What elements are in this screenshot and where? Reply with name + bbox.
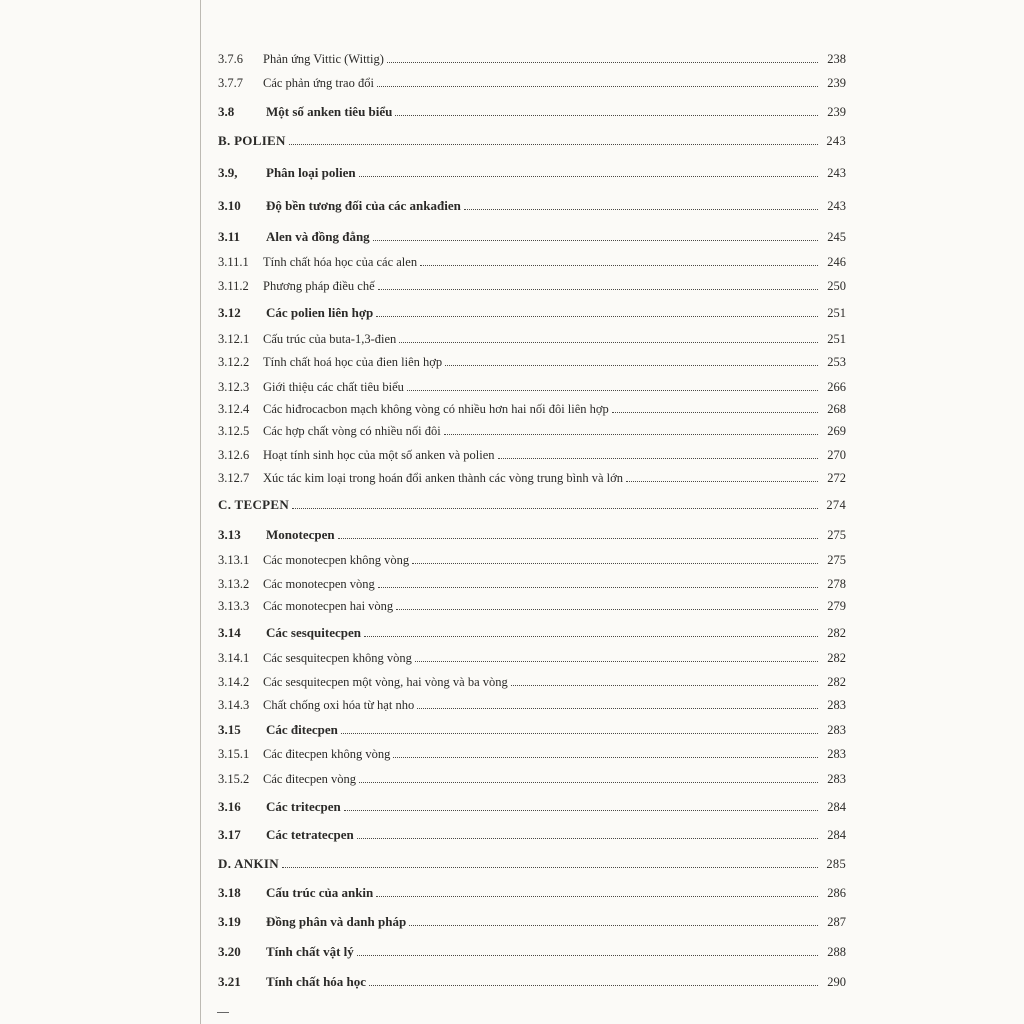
- dot-leader: [341, 732, 818, 734]
- entry-number: 3.13.3: [218, 599, 250, 613]
- toc-entry: [218, 492, 846, 512]
- entry-title: Tính chất hóa học: [266, 974, 367, 989]
- toc-entry: [218, 939, 846, 959]
- entry-title: Các sesquitecpen một vòng, hai vòng và ba vòng: [263, 675, 508, 689]
- toc-entry: [218, 547, 846, 567]
- entry-title: Tính chất hoá học của đien liên hợp: [263, 355, 443, 369]
- entry-title: Các monotecpen không vòng: [263, 553, 410, 567]
- toc-entry: [218, 692, 846, 712]
- dot-leader: [393, 756, 818, 758]
- entry-title: C. TECPEN: [218, 497, 290, 512]
- entry-title: Xúc tác kim loại trong hoán đổi anken thành các vòng trung bình và lớn: [263, 471, 623, 485]
- entry-number: 3.15: [218, 722, 241, 737]
- entry-page: 287: [827, 915, 846, 929]
- page-margin-line: [200, 0, 201, 1024]
- entry-title: D. ANKIN: [218, 856, 279, 871]
- dot-leader: [357, 954, 818, 956]
- entry-number: 3.12.3: [218, 380, 250, 394]
- entry-title: Các tritecpen: [266, 799, 341, 814]
- entry-title: Phản ứng Vittic (Wittig): [263, 52, 384, 66]
- dot-leader: [511, 684, 818, 686]
- dot-leader: [387, 61, 818, 63]
- entry-title: Đồng phân và danh pháp: [266, 914, 407, 929]
- entry-number: 3.12.5: [218, 424, 250, 438]
- dot-leader: [464, 208, 818, 210]
- toc-entry: [218, 571, 846, 591]
- toc-entry: [218, 160, 846, 180]
- entry-number: 3.18: [218, 885, 241, 900]
- entry-page: 251: [827, 332, 846, 346]
- table-of-contents: [218, 0, 846, 1024]
- dot-leader: [357, 837, 818, 839]
- entry-title: Alen và đồng đẳng: [266, 229, 370, 244]
- toc-entry: [218, 442, 846, 462]
- entry-page: 284: [827, 828, 846, 842]
- entry-number: 3.10: [218, 198, 241, 213]
- entry-page: 283: [827, 698, 846, 712]
- entry-title: Hoạt tính sinh học của một số anken và polien: [263, 448, 495, 462]
- entry-title: Phương pháp điều chế: [263, 279, 375, 293]
- entry-page: 246: [827, 255, 846, 269]
- entry-number: 3.17: [218, 827, 241, 842]
- toc-entry: [218, 193, 846, 213]
- entry-title: Các đitecpen không vòng: [263, 747, 391, 761]
- toc-entry: [218, 822, 846, 842]
- entry-title: Các tetratecpen: [266, 827, 354, 842]
- entry-title: Độ bền tương đối của các ankađien: [266, 198, 461, 213]
- entry-number: 3.15.1: [218, 747, 250, 761]
- entry-number: 3.13: [218, 527, 241, 542]
- entry-page: 275: [827, 553, 846, 567]
- dot-leader: [359, 781, 818, 783]
- entry-number: 3.8: [218, 104, 235, 119]
- entry-number: 3.15.2: [218, 772, 250, 786]
- entry-page: 282: [827, 626, 846, 640]
- entry-number: 3.14.2: [218, 675, 250, 689]
- entry-number: 3.14: [218, 625, 241, 640]
- dot-leader: [396, 608, 818, 610]
- entry-title: Các sesquitecpen: [266, 625, 361, 640]
- dot-leader: [378, 288, 818, 290]
- entry-page: 239: [827, 105, 846, 119]
- entry-page: 278: [827, 577, 846, 591]
- entry-title: Các đitecpen: [266, 722, 338, 737]
- entry-title: Các phản ứng trao đổi: [263, 76, 374, 90]
- dot-leader: [376, 895, 818, 897]
- entry-number: 3.13.2: [218, 577, 250, 591]
- entry-page: 239: [827, 76, 846, 90]
- entry-page: 283: [827, 723, 846, 737]
- toc-entry: [218, 909, 846, 929]
- toc-entry: [218, 669, 846, 689]
- entry-title: Các hiđrocacbon mạch không vòng có nhiều hơn hai nối đôi liên hợp: [263, 402, 609, 416]
- toc-entry: [218, 46, 846, 66]
- dot-leader: [359, 175, 818, 177]
- toc-entry: [218, 465, 846, 485]
- dot-leader: [289, 143, 818, 145]
- entry-page: 238: [827, 52, 846, 66]
- entry-title: Các hợp chất vòng có nhiều nối đôi: [263, 424, 441, 438]
- entry-page: 270: [827, 448, 846, 462]
- toc-entry: [218, 249, 846, 269]
- toc-entry: [218, 741, 846, 761]
- entry-number: 3.12.4: [218, 402, 250, 416]
- entry-number: 3.7.7: [218, 76, 243, 90]
- entry-page: 268: [827, 402, 846, 416]
- entry-number: 3.19: [218, 914, 241, 929]
- toc-entry: [218, 794, 846, 814]
- entry-title: Các đitecpen vòng: [263, 772, 357, 786]
- toc-entry: [218, 645, 846, 665]
- dot-leader: [444, 433, 818, 435]
- entry-page: 283: [827, 747, 846, 761]
- toc-entry: [218, 418, 846, 438]
- toc-entry: [218, 224, 846, 244]
- toc-entry: [218, 717, 846, 737]
- toc-entry: [218, 620, 846, 640]
- toc-entry: [218, 522, 846, 542]
- dot-leader: [292, 507, 818, 509]
- entry-number: 3.13.1: [218, 553, 250, 567]
- entry-page: 283: [827, 772, 846, 786]
- entry-page: 272: [827, 471, 846, 485]
- entry-number: 3.9,: [218, 165, 238, 180]
- toc-entry: [218, 593, 846, 613]
- entry-page: 282: [827, 651, 846, 665]
- toc-entry: [218, 349, 846, 369]
- entry-title: Tính chất vật lý: [266, 944, 354, 959]
- entry-page: 275: [827, 528, 846, 542]
- toc-entry: [218, 396, 846, 416]
- entry-title: Phân loại polien: [266, 165, 356, 180]
- entry-title: Chất chống oxi hóa từ hạt nho: [263, 698, 415, 712]
- dot-leader: [420, 264, 818, 266]
- entry-page: 288: [827, 945, 846, 959]
- dot-leader: [378, 586, 818, 588]
- entry-number: 3.11.1: [218, 255, 249, 269]
- dot-leader: [412, 562, 818, 564]
- entry-title: Cấu trúc của ankin: [266, 885, 374, 900]
- entry-page: 243: [826, 134, 846, 148]
- toc-entry: [218, 374, 846, 394]
- dot-leader: [612, 411, 818, 413]
- entry-page: 266: [827, 380, 846, 394]
- entry-title: Các monotecpen hai vòng: [263, 599, 394, 613]
- entry-page: 250: [827, 279, 846, 293]
- toc-entry: [218, 70, 846, 90]
- entry-title: Giới thiệu các chất tiêu biểu: [263, 380, 404, 394]
- toc-entry: [218, 880, 846, 900]
- entry-page: 269: [827, 424, 846, 438]
- entry-page: 245: [827, 230, 846, 244]
- entry-page: 285: [826, 857, 846, 871]
- entry-title: Các sesquitecpen không vòng: [263, 651, 412, 665]
- entry-title: Monotecpen: [266, 527, 335, 542]
- toc-entry: [218, 969, 846, 989]
- entry-number: 3.12.1: [218, 332, 250, 346]
- dot-leader: [373, 239, 818, 241]
- dot-leader: [338, 537, 818, 539]
- entry-page: 243: [827, 199, 846, 213]
- entry-number: 3.12.6: [218, 448, 250, 462]
- entry-page: 286: [827, 886, 846, 900]
- dot-leader: [377, 85, 818, 87]
- toc-entry: [218, 766, 846, 786]
- entry-title: Các monotecpen vòng: [263, 577, 375, 591]
- entry-number: 3.16: [218, 799, 241, 814]
- dot-leader: [369, 984, 818, 986]
- page-corner-mark: [217, 1012, 229, 1016]
- entry-number: 3.12.7: [218, 471, 250, 485]
- entry-number: 3.12: [218, 305, 241, 320]
- dot-leader: [399, 341, 818, 343]
- entry-number: 3.11: [218, 229, 241, 244]
- entry-page: 243: [827, 166, 846, 180]
- toc-entry: [218, 273, 846, 293]
- dot-leader: [498, 457, 818, 459]
- entry-page: 290: [827, 975, 846, 989]
- entry-number: 3.7.6: [218, 52, 243, 66]
- dot-leader: [626, 480, 818, 482]
- entry-number: 3.14.1: [218, 651, 250, 665]
- dot-leader: [364, 635, 818, 637]
- entry-number: 3.21: [218, 974, 241, 989]
- toc-entry: [218, 128, 846, 148]
- entry-page: 274: [826, 498, 846, 512]
- dot-leader: [409, 924, 818, 926]
- toc-entry: [218, 99, 846, 119]
- entry-number: 3.11.2: [218, 279, 249, 293]
- toc-entry: [218, 851, 846, 871]
- entry-number: 3.20: [218, 944, 241, 959]
- entry-page: 284: [827, 800, 846, 814]
- entry-title: Tính chất hóa học của các alen: [263, 255, 418, 269]
- entry-title: Một số anken tiêu biểu: [266, 104, 393, 119]
- entry-title: Các polien liên hợp: [266, 305, 374, 320]
- entry-page: 282: [827, 675, 846, 689]
- toc-entry: [218, 300, 846, 320]
- entry-number: 3.14.3: [218, 698, 250, 712]
- entry-page: 279: [827, 599, 846, 613]
- dot-leader: [445, 364, 818, 366]
- entry-page: 253: [827, 355, 846, 369]
- dot-leader: [282, 866, 818, 868]
- dot-leader: [417, 707, 818, 709]
- dot-leader: [415, 660, 818, 662]
- entry-title: Cấu trúc của buta-1,3-đien: [263, 332, 397, 346]
- dot-leader: [407, 389, 818, 391]
- entry-page: 251: [827, 306, 846, 320]
- entry-number: 3.12.2: [218, 355, 250, 369]
- entry-title: B. POLIEN: [218, 133, 286, 148]
- dot-leader: [344, 809, 818, 811]
- dot-leader: [395, 114, 818, 116]
- toc-entry: [218, 326, 846, 346]
- dot-leader: [376, 315, 818, 317]
